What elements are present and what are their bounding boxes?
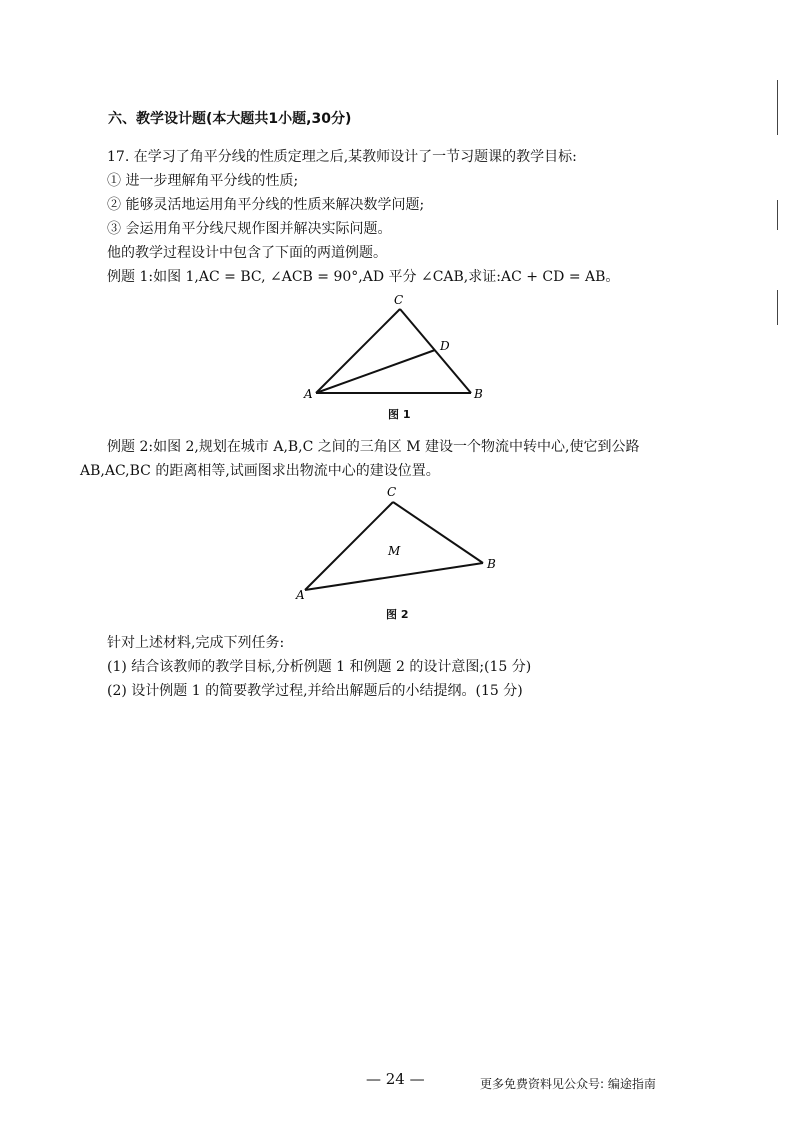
scan-mark (777, 80, 778, 135)
goal-3: ③ 会运用角平分线尺规作图并解决实际问题。 (107, 221, 392, 237)
example-2-line-2: AB,AC,BC 的距离相等,试画图求出物流中心的建设位置。 (80, 463, 440, 479)
segment-ca (305, 502, 393, 590)
label-b: B (487, 557, 496, 571)
label-b: B (474, 387, 483, 401)
transition-text: 他的教学过程设计中包含了下面的两道例题。 (107, 245, 387, 261)
segment-cb (400, 309, 471, 393)
label-m: M (388, 544, 401, 558)
figure-1 (290, 290, 500, 425)
footer-note: 更多免费资料见公众号: 编途指南 (480, 1077, 656, 1091)
segment-cb (393, 502, 483, 563)
label-a: A (304, 387, 313, 401)
label-a: A (296, 588, 305, 602)
goal-1: ① 进一步理解角平分线的性质; (107, 173, 299, 189)
question-intro: 17. 在学习了角平分线的性质定理之后,某教师设计了一节习题课的教学目标: (107, 149, 577, 165)
example-1: 例题 1:如图 1,AC = BC, ∠ACB = 90°,AD 平分 ∠CAB,求证:AC + CD = AB。 (107, 269, 620, 285)
figure-1-caption: 图 1 (388, 408, 411, 421)
page-number: — 24 — (366, 1070, 425, 1088)
figure-2-caption: 图 2 (386, 608, 409, 621)
segment-ab (305, 563, 483, 590)
section-title: 六、教学设计题(本大题共1小题,30分) (108, 111, 352, 127)
figure-2 (290, 480, 510, 605)
task-2: (2) 设计例题 1 的简要教学过程,并给出解题后的小结提纲。(15 分) (107, 683, 523, 699)
segment-ad (316, 350, 435, 393)
task-1: (1) 结合该教师的教学目标,分析例题 1 和例题 2 的设计意图;(15 分) (107, 659, 532, 675)
label-c: C (387, 485, 397, 499)
task-intro: 针对上述材料,完成下列任务: (107, 635, 285, 651)
scan-mark (777, 290, 778, 325)
segment-ca (316, 309, 400, 393)
scan-mark (777, 200, 778, 230)
example-2-line-1: 例题 2:如图 2,规划在城市 A,B,C 之间的三角区 M 建设一个物流中转中心,使它到公路 (107, 439, 640, 455)
goal-2: ② 能够灵活地运用角平分线的性质来解决数学问题; (107, 197, 425, 213)
label-d: D (440, 339, 450, 353)
label-c: C (394, 293, 404, 307)
